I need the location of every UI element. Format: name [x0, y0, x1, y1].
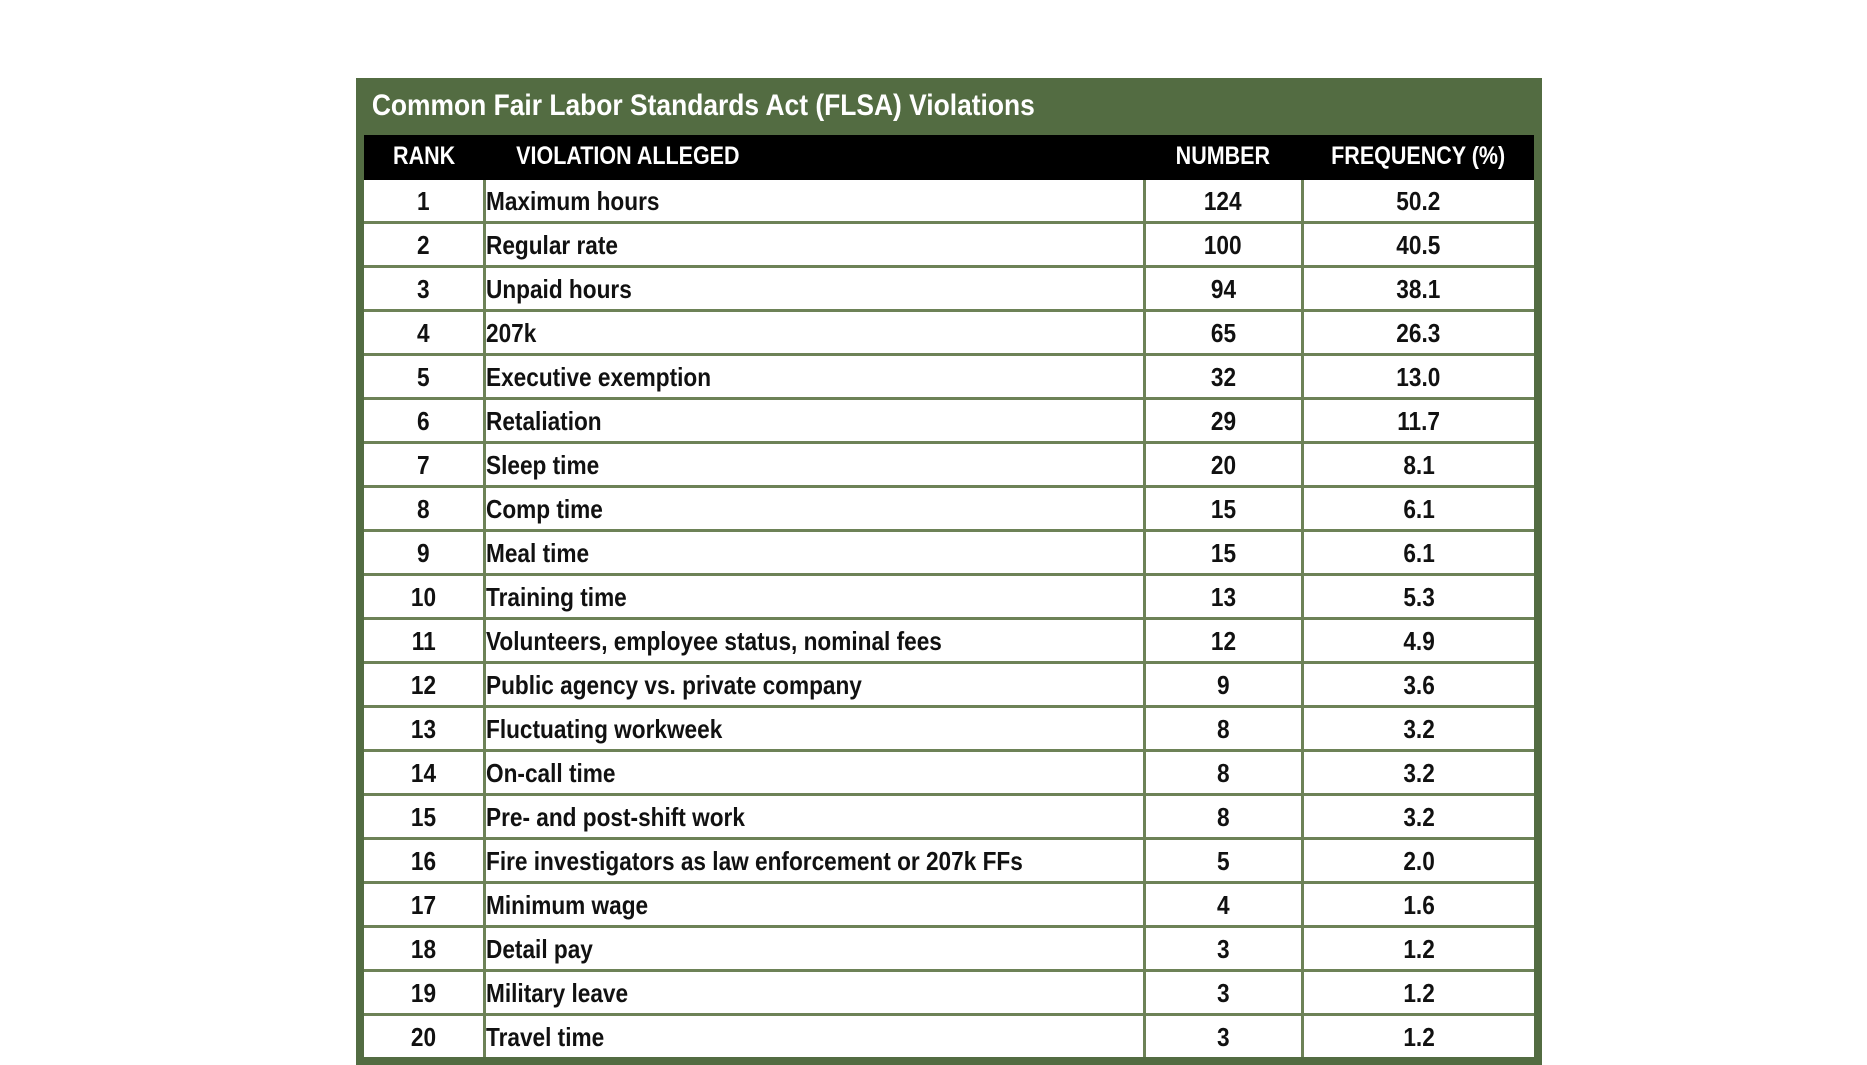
cell-rank-text: 18 — [410, 933, 436, 964]
cell-rank-text: 20 — [410, 1021, 436, 1052]
cell-violation — [484, 1015, 1144, 1058]
table-row — [364, 927, 1534, 971]
cell-number — [1144, 355, 1302, 399]
cell-violation-text: Regular rate — [485, 229, 618, 260]
cell-violation — [484, 839, 1144, 883]
cell-frequency-text: 3.2 — [1403, 713, 1435, 744]
cell-number-text: 8 — [1216, 713, 1230, 744]
cell-number — [1144, 399, 1302, 443]
cell-rank-text: 16 — [410, 845, 436, 876]
cell-number-text: 3 — [1216, 933, 1230, 964]
cell-frequency-text: 26.3 — [1396, 317, 1441, 348]
cell-frequency — [1302, 487, 1534, 531]
table-row — [364, 311, 1534, 355]
cell-violation-text: Executive exemption — [485, 361, 711, 392]
cell-rank — [364, 267, 484, 311]
cell-violation-text: Volunteers, employee status, nominal fees — [485, 625, 942, 656]
cell-rank — [364, 311, 484, 355]
table-body — [364, 180, 1534, 1057]
cell-number — [1144, 751, 1302, 795]
cell-violation-text: Retaliation — [485, 405, 602, 436]
table-row — [364, 267, 1534, 311]
cell-violation — [484, 927, 1144, 971]
cell-rank-text: 10 — [410, 581, 436, 612]
table-row — [364, 487, 1534, 531]
cell-frequency — [1302, 707, 1534, 751]
cell-number — [1144, 443, 1302, 487]
cell-number — [1144, 223, 1302, 267]
cell-frequency-text: 3.2 — [1403, 757, 1435, 788]
cell-rank — [364, 575, 484, 619]
cell-violation — [484, 180, 1144, 223]
cell-frequency-text: 50.2 — [1396, 185, 1441, 216]
cell-frequency-text: 38.1 — [1396, 273, 1441, 304]
cell-number-text: 12 — [1210, 625, 1236, 656]
cell-frequency-text: 6.1 — [1403, 493, 1435, 524]
cell-frequency-text: 2.0 — [1403, 845, 1435, 876]
cell-violation — [484, 487, 1144, 531]
cell-rank-text: 3 — [416, 273, 430, 304]
cell-frequency — [1302, 223, 1534, 267]
column-header-number-label: NUMBER — [1175, 142, 1271, 170]
cell-rank-text: 2 — [416, 229, 430, 260]
cell-frequency — [1302, 883, 1534, 927]
cell-rank-text: 7 — [416, 449, 430, 480]
table-row — [364, 663, 1534, 707]
cell-frequency — [1302, 1015, 1534, 1058]
cell-number — [1144, 531, 1302, 575]
cell-number-text: 15 — [1210, 537, 1236, 568]
cell-number-text: 94 — [1210, 273, 1236, 304]
cell-rank-text: 6 — [416, 405, 430, 436]
cell-number — [1144, 883, 1302, 927]
table-row — [364, 355, 1534, 399]
cell-frequency-text: 1.2 — [1403, 933, 1435, 964]
table-row — [364, 531, 1534, 575]
cell-rank-text: 15 — [410, 801, 436, 832]
cell-frequency — [1302, 399, 1534, 443]
cell-rank-text: 1 — [416, 185, 430, 216]
table-row — [364, 619, 1534, 663]
cell-violation-text: Public agency vs. private company — [485, 669, 862, 700]
column-header-frequency-label: FREQUENCY (%) — [1330, 142, 1506, 170]
cell-number-text: 65 — [1210, 317, 1236, 348]
cell-rank — [364, 707, 484, 751]
cell-violation — [484, 663, 1144, 707]
column-header-rank — [364, 135, 484, 180]
cell-violation-text: 207k — [485, 317, 536, 348]
table-row — [364, 575, 1534, 619]
cell-rank-text: 17 — [410, 889, 436, 920]
cell-rank — [364, 487, 484, 531]
cell-frequency — [1302, 311, 1534, 355]
cell-frequency — [1302, 619, 1534, 663]
cell-violation — [484, 531, 1144, 575]
cell-number — [1144, 795, 1302, 839]
cell-rank — [364, 883, 484, 927]
cell-number — [1144, 839, 1302, 883]
cell-number-text: 8 — [1216, 801, 1230, 832]
cell-violation-text: Fire investigators as law enforcement or 207k FFs — [485, 845, 1023, 876]
cell-number — [1144, 927, 1302, 971]
cell-frequency-text: 5.3 — [1403, 581, 1435, 612]
cell-frequency-text: 11.7 — [1397, 405, 1441, 436]
cell-frequency — [1302, 180, 1534, 223]
cell-number — [1144, 267, 1302, 311]
table-row — [364, 399, 1534, 443]
column-header-violation-label: VIOLATION ALLEGED — [516, 142, 740, 170]
cell-frequency — [1302, 927, 1534, 971]
cell-frequency — [1302, 531, 1534, 575]
column-header-violation — [484, 135, 1144, 180]
cell-frequency-text: 4.9 — [1403, 625, 1435, 656]
cell-frequency-text: 13.0 — [1396, 361, 1441, 392]
cell-number — [1144, 1015, 1302, 1058]
table-header-row — [364, 135, 1534, 180]
cell-frequency-text: 6.1 — [1403, 537, 1435, 568]
cell-violation — [484, 883, 1144, 927]
cell-violation-text: Minimum wage — [485, 889, 648, 920]
page-title: Common Fair Labor Standards Act (FLSA) Violations — [356, 78, 1400, 135]
cell-violation-text: Detail pay — [485, 933, 593, 964]
column-header-rank-label: RANK — [392, 142, 456, 170]
cell-rank — [364, 619, 484, 663]
cell-rank — [364, 531, 484, 575]
table-row — [364, 883, 1534, 927]
cell-number-text: 3 — [1216, 1021, 1230, 1052]
table-row — [364, 971, 1534, 1015]
cell-number — [1144, 180, 1302, 223]
cell-number-text: 9 — [1216, 669, 1230, 700]
cell-number-text: 20 — [1210, 449, 1236, 480]
table-row — [364, 223, 1534, 267]
cell-number-text: 32 — [1210, 361, 1236, 392]
cell-frequency — [1302, 971, 1534, 1015]
cell-rank-text: 12 — [410, 669, 436, 700]
cell-violation — [484, 751, 1144, 795]
cell-rank — [364, 839, 484, 883]
cell-violation-text: Fluctuating workweek — [485, 713, 722, 744]
cell-rank-text: 9 — [416, 537, 430, 568]
table-row — [364, 839, 1534, 883]
cell-frequency-text: 1.2 — [1403, 977, 1435, 1008]
table-title-bar — [356, 78, 1542, 135]
column-header-number — [1144, 135, 1302, 180]
cell-frequency-text: 1.2 — [1403, 1021, 1435, 1052]
cell-frequency-text: 3.6 — [1403, 669, 1435, 700]
cell-violation — [484, 575, 1144, 619]
cell-rank — [364, 180, 484, 223]
cell-rank — [364, 751, 484, 795]
cell-rank — [364, 795, 484, 839]
cell-rank — [364, 927, 484, 971]
cell-rank — [364, 663, 484, 707]
cell-frequency — [1302, 839, 1534, 883]
cell-frequency-text: 1.6 — [1403, 889, 1435, 920]
table-row — [364, 795, 1534, 839]
cell-frequency-text: 8.1 — [1403, 449, 1435, 480]
cell-violation — [484, 619, 1144, 663]
cell-rank — [364, 443, 484, 487]
cell-violation — [484, 971, 1144, 1015]
cell-frequency — [1302, 795, 1534, 839]
cell-number-text: 3 — [1216, 977, 1230, 1008]
cell-number-text: 13 — [1210, 581, 1236, 612]
cell-violation — [484, 267, 1144, 311]
cell-number-text: 15 — [1210, 493, 1236, 524]
cell-rank — [364, 355, 484, 399]
cell-rank-text: 14 — [410, 757, 436, 788]
cell-frequency — [1302, 355, 1534, 399]
cell-rank — [364, 223, 484, 267]
cell-violation — [484, 707, 1144, 751]
cell-number — [1144, 487, 1302, 531]
cell-rank-text: 13 — [410, 713, 436, 744]
cell-frequency — [1302, 663, 1534, 707]
column-header-frequency — [1302, 135, 1534, 180]
cell-frequency — [1302, 443, 1534, 487]
cell-frequency — [1302, 575, 1534, 619]
table-row — [364, 1015, 1534, 1058]
cell-violation — [484, 223, 1144, 267]
cell-number-text: 8 — [1216, 757, 1230, 788]
cell-violation-text: Comp time — [485, 493, 603, 524]
cell-number — [1144, 575, 1302, 619]
cell-number-text: 5 — [1216, 845, 1230, 876]
cell-rank-text: 11 — [411, 625, 436, 656]
cell-rank-text: 4 — [416, 317, 430, 348]
flsa-violations-table — [364, 135, 1534, 1057]
cell-violation-text: Unpaid hours — [485, 273, 632, 304]
cell-frequency — [1302, 267, 1534, 311]
table-row — [364, 443, 1534, 487]
cell-violation-text: Meal time — [485, 537, 589, 568]
cell-number-text: 124 — [1204, 185, 1242, 216]
cell-violation — [484, 795, 1144, 839]
table-row — [364, 707, 1534, 751]
cell-violation-text: Travel time — [485, 1021, 604, 1052]
cell-violation-text: Maximum hours — [485, 185, 659, 216]
cell-rank-text: 5 — [416, 361, 430, 392]
cell-number-text: 100 — [1204, 229, 1242, 260]
cell-number — [1144, 619, 1302, 663]
cell-rank-text: 19 — [410, 977, 436, 1008]
cell-violation-text: Sleep time — [485, 449, 599, 480]
cell-violation-text: Pre- and post-shift work — [485, 801, 745, 832]
table-row — [364, 180, 1534, 223]
cell-rank-text: 8 — [416, 493, 430, 524]
table-header — [364, 135, 1534, 180]
cell-number-text: 29 — [1210, 405, 1236, 436]
cell-number — [1144, 311, 1302, 355]
cell-violation — [484, 355, 1144, 399]
cell-violation-text: Military leave — [485, 977, 628, 1008]
cell-violation-text: On-call time — [485, 757, 615, 788]
cell-rank — [364, 1015, 484, 1058]
cell-frequency — [1302, 751, 1534, 795]
cell-violation — [484, 443, 1144, 487]
cell-rank — [364, 399, 484, 443]
cell-number — [1144, 971, 1302, 1015]
cell-violation — [484, 311, 1144, 355]
cell-frequency-text: 3.2 — [1403, 801, 1435, 832]
cell-violation — [484, 399, 1144, 443]
cell-number — [1144, 707, 1302, 751]
cell-violation-text: Training time — [485, 581, 627, 612]
flsa-table-card — [356, 78, 1542, 1065]
cell-frequency-text: 40.5 — [1396, 229, 1441, 260]
cell-rank — [364, 971, 484, 1015]
cell-number-text: 4 — [1216, 889, 1230, 920]
cell-number — [1144, 663, 1302, 707]
table-row — [364, 751, 1534, 795]
